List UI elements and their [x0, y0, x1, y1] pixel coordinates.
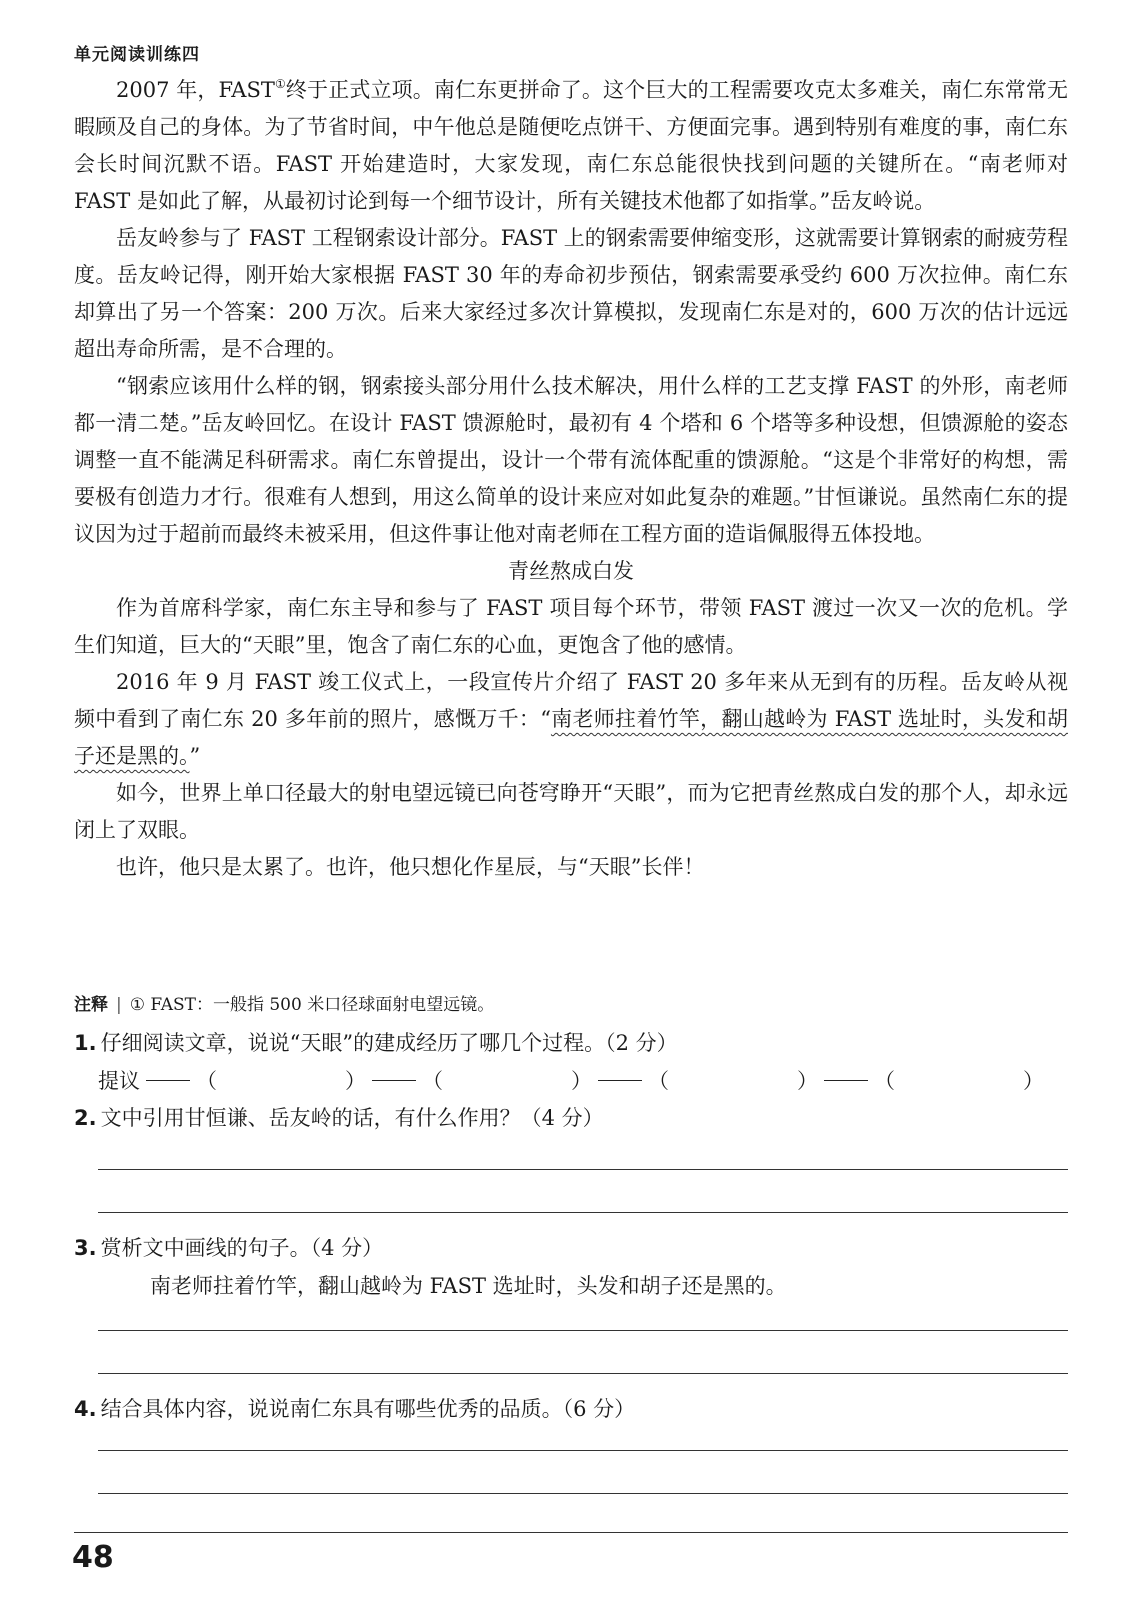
chain-dash: [372, 1080, 416, 1081]
answer-line[interactable]: [98, 1493, 1068, 1494]
underlined-sentence: 南老师拄着竹竿，翻山越岭为 FAST 选址时，头发和胡子还是黑的。: [74, 707, 1068, 768]
question-4: 4. 结合具体内容，说说南仁东具有哪些优秀的品质。（6 分）: [74, 1397, 636, 1421]
process-chain: 提议 （ ） （ ） （ ） （ ）: [98, 1065, 1044, 1095]
question-3: 3. 赏析文中画线的句子。（4 分）: [74, 1236, 384, 1260]
page-number: 48: [72, 1540, 114, 1575]
article-paragraph-7: 也许，他只是太累了。也许，他只想化作星辰，与“天眼”长伴！: [116, 855, 705, 879]
chain-dash: [824, 1080, 868, 1081]
answer-line[interactable]: [98, 1212, 1068, 1213]
q3-quote: 南老师拄着竹竿，翻山越岭为 FAST 选址时，头发和胡子还是黑的。: [150, 1274, 787, 1298]
footnote: [74, 990, 494, 1015]
chain-dash: [146, 1080, 190, 1081]
unit-header: 单元阅读训练四: [74, 45, 200, 65]
footnote-marker: ①: [274, 77, 286, 91]
section-title: 青丝熬成白发: [508, 559, 634, 583]
article-paragraph-3: “钢索应该用什么样的钢，钢索接头部分用什么技术解决，用什么样的工艺支撑 FAST 的外形，南老师都一清二楚。”岳友岭回忆。在设计 FAST 馈源舱时，最初有 4 个塔和 6 个塔等多种设想，但馈源舱的姿态调整一直不能满足科研需求。南仁东曾提出，设计一个带有流体配重的馈源舱。“这是个非常好的构想，需要极有创造力才行。很难有人想到，用这么简单的设计来应对如此复杂的难题。”甘恒谦说。虽然南仁东的提议因为过于超前而最终未被采用，但这件事让他对南老师在工程方面的造诣佩服得五体投地。: [74, 374, 1068, 546]
footnote-divider: |: [116, 995, 122, 1015]
article-paragraph-6: 如今，世界上单口径最大的射电望远镜已向苍穹睁开“天眼”，而为它把青丝熬成白发的那个人，却永远闭上了双眼。: [74, 781, 1068, 842]
question-2: 2. 文中引用甘恒谦、岳友岭的话，有什么作用？（4 分）: [74, 1106, 604, 1130]
answer-line[interactable]: [98, 1450, 1068, 1451]
article-paragraph-5: 2016 年 9 月 FAST 竣工仪式上，一段宣传片介绍了 FAST 20 多年来从无到有的历程。岳友岭从视频中看到了南仁东 20 多年前的照片，感慨万千：“南老师拄着竹竿，翻山越岭为 FAST 选址时，头发和胡子还是黑的。”: [74, 670, 1068, 768]
question-1: 1. 仔细阅读文章，说说“天眼”的建成经历了哪几个过程。（2 分）: [74, 1031, 678, 1055]
footnote-label: 注释: [74, 995, 108, 1015]
footnote-text: ① FAST：一般指 500 米口径球面射电望远镜。: [129, 995, 495, 1015]
footer-rule: [74, 1532, 1068, 1533]
answer-line[interactable]: [98, 1169, 1068, 1170]
article-paragraph-1: 2007 年，FAST①终于正式立项。南仁东更拼命了。这个巨大的工程需要攻克太多难关，南仁东常常无暇顾及自己的身体。为了节省时间，中午他总是随便吃点饼干、方便面完事。遇到特别有难度的事，南仁东会长时间沉默不语。FAST 开始建造时，大家发现，南仁东总能很快找到问题的关键所在。“南老师对 FAST 是如此了解，从最初讨论到每一个细节设计，所有关键技术他都了如指掌。”岳友岭说。: [74, 77, 1068, 213]
chain-start: 提议: [98, 1069, 140, 1093]
chain-dash: [598, 1080, 642, 1081]
answer-line[interactable]: [98, 1373, 1068, 1374]
answer-line[interactable]: [98, 1330, 1068, 1331]
article-body: [74, 72, 1068, 886]
article-paragraph-4: 作为首席科学家，南仁东主导和参与了 FAST 项目每个环节，带领 FAST 渡过一次又一次的危机。学生们知道，巨大的“天眼”里，饱含了南仁东的心血，更饱含了他的感情。: [74, 596, 1068, 657]
article-paragraph-2: 岳友岭参与了 FAST 工程钢索设计部分。FAST 上的钢索需要伸缩变形，这就需要计算钢索的耐疲劳程度。岳友岭记得，刚开始大家根据 FAST 30 年的寿命初步预估，钢索需要承受约 600 万次拉伸。南仁东却算出了另一个答案：200 万次。后来大家经过多次计算模拟，发现南仁东是对的，600 万次的估计远远超出寿命所需，是不合理的。: [74, 226, 1068, 361]
